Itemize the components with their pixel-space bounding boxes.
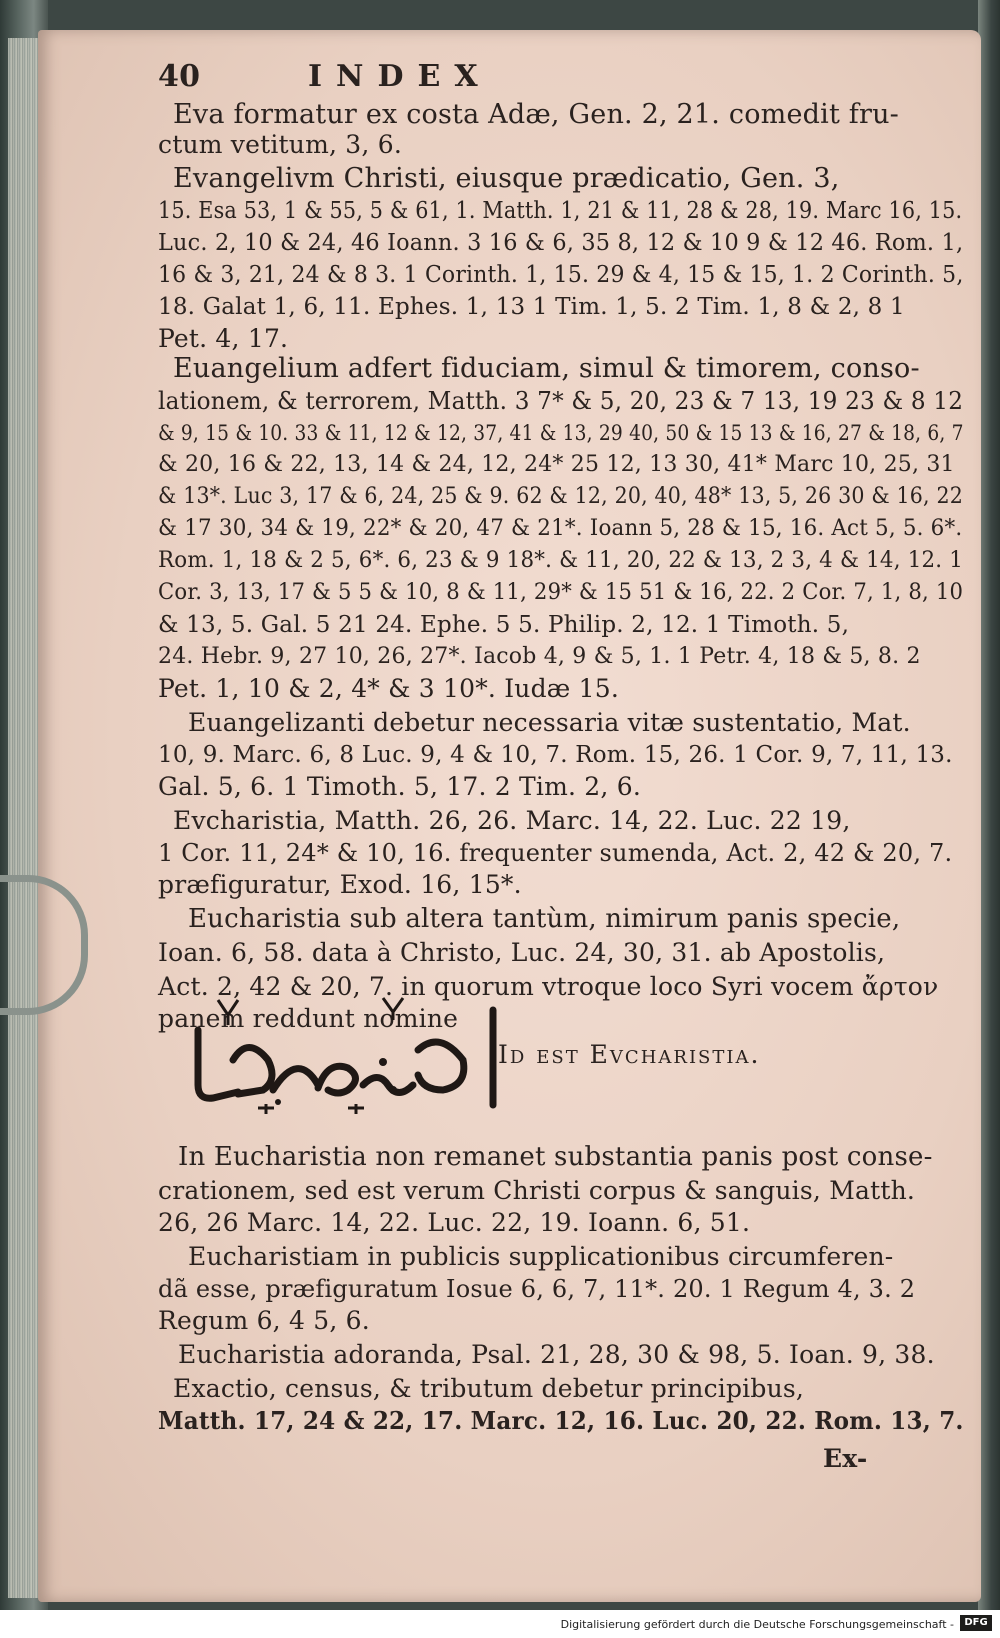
footer-bar bbox=[0, 1610, 1000, 1638]
index-entry-line: & 13*. Luc 3, 17 & 6, 24, 25 & 9. 62 & 12, 20, 40, 48* 13, 5, 26 30 & 16, 22 bbox=[158, 484, 964, 509]
index-entry-line: Gal. 5, 6. 1 Timoth. 5, 17. 2 Tim. 2, 6. bbox=[158, 772, 641, 801]
index-entry-line: & 13, 5. Gal. 5 21 24. Ephe. 5 5. Philip. 2, 12. 1 Timoth. 5, bbox=[158, 612, 850, 638]
index-entry-line: Pet. 1, 10 & 2, 4* & 3 10*. Iudæ 15. bbox=[158, 674, 619, 703]
syriac-caption: Id est Evcharistia. bbox=[498, 1040, 761, 1069]
index-entry-line: præfiguratur, Exod. 16, 15*. bbox=[158, 870, 522, 899]
page-number: 40 bbox=[158, 59, 201, 94]
page-edges bbox=[8, 38, 38, 1598]
index-entry-line: & 20, 16 & 22, 13, 14 & 24, 12, 24* 25 12, 13 30, 41* Marc 10, 25, 31 bbox=[158, 452, 955, 477]
index-entry-line: 18. Galat 1, 6, 11. Ephes. 1, 13 1 Tim. 1, 5. 2 Tim. 1, 8 & 2, 8 1 bbox=[158, 294, 905, 320]
index-entry-line: Exactio, census, & tributum debetur principibus, bbox=[173, 1374, 805, 1403]
index-entry-line: Cor. 3, 13, 17 & 5 5 & 10, 8 & 11, 29* & 15 51 & 16, 22. 2 Cor. 7, 1, 8, 10 bbox=[158, 580, 964, 605]
index-entry-line: ctum vetitum, 3, 6. bbox=[158, 130, 402, 159]
catchword: Ex- bbox=[823, 1444, 868, 1473]
running-head: INDEX bbox=[308, 59, 492, 94]
page-text bbox=[38, 30, 981, 1602]
index-entry-line: Matth. 17, 24 & 22, 17. Marc. 12, 16. Luc. 20, 22. Rom. 13, 7. bbox=[158, 1406, 964, 1435]
index-entry-line: Pet. 4, 17. bbox=[158, 324, 289, 353]
index-entry-line: 16 & 3, 21, 24 & 8 3. 1 Corinth. 1, 15. 29 & 4, 15 & 15, 1. 2 Corinth. 5, bbox=[158, 262, 964, 288]
index-entry-line: lationem, & terrorem, Matth. 3 7* & 5, 20, 23 & 7 13, 19 23 & 8 12 bbox=[158, 387, 964, 415]
index-entry-line: 1 Cor. 11, 24* & 10, 16. frequenter sumenda, Act. 2, 42 & 20, 7. bbox=[158, 839, 953, 867]
index-entry-line: crationem, sed est verum Christi corpus & sanguis, Matth. bbox=[158, 1176, 916, 1205]
index-entry-line: Eucharistia adoranda, Psal. 21, 28, 30 & 98, 5. Ioan. 9, 38. bbox=[178, 1340, 935, 1369]
index-entry-line: Ioan. 6, 58. data à Christo, Luc. 24, 30, 31. ab Apostolis, bbox=[158, 938, 886, 967]
index-entry-line: Luc. 2, 10 & 24, 46 Ioann. 3 16 & 6, 35 8, 12 & 10 9 & 12 46. Rom. 1, bbox=[158, 230, 964, 256]
index-entry-line: Evcharistia, Matth. 26, 26. Marc. 14, 22. Luc. 22 19, bbox=[173, 806, 851, 835]
funding-credit: Digitalisierung gefördert durch die Deutsche Forschungsgemeinschaft - bbox=[560, 1618, 954, 1631]
index-entry-line: & 17 30, 34 & 19, 22* & 20, 47 & 21*. Ioann 5, 28 & 15, 16. Act 5, 5. 6*. bbox=[158, 516, 963, 541]
index-entry-line: Act. 2, 42 & 20, 7. in quorum vtroque loco Syri vocem ἄρτον bbox=[158, 972, 939, 1001]
index-entry-line: In Eucharistia non remanet substantia panis post conse- bbox=[178, 1142, 933, 1172]
index-entry-line: panem reddunt nomine bbox=[158, 1004, 459, 1033]
index-entry-line: Eucharistiam in publicis supplicationibus circumferen- bbox=[188, 1242, 894, 1271]
dfg-logo: DFG bbox=[960, 1615, 992, 1631]
index-entry-line: 10, 9. Marc. 6, 8 Luc. 9, 4 & 10, 7. Rom. 15, 26. 1 Cor. 9, 7, 11, 13. bbox=[158, 742, 953, 768]
index-entry-line: & 9, 15 & 10. 33 & 11, 12 & 12, 37, 41 & 13, 29 40, 50 & 15 13 & 16, 27 & 18, 6, 7 bbox=[158, 421, 964, 445]
index-entry-line: dã esse, præfiguratum Iosue 6, 6, 7, 11*. 20. 1 Regum 4, 3. 2 bbox=[158, 1275, 916, 1303]
syriac-word-image bbox=[178, 990, 518, 1120]
index-entry-line: 26, 26 Marc. 14, 22. Luc. 22, 19. Ioann. 6, 51. bbox=[158, 1208, 751, 1237]
index-entry-line: Eucharistia sub altera tantùm, nimirum panis specie, bbox=[188, 904, 901, 934]
index-entry-line: Euangelizanti debetur necessaria vitæ sustentatio, Mat. bbox=[188, 708, 911, 737]
index-entry-line: Evangelivm Christi, eiusque prædicatio, Gen. 3, bbox=[173, 163, 840, 194]
index-entry-line: Regum 6, 4 5, 6. bbox=[158, 1306, 370, 1335]
index-entry-line: Rom. 1, 18 & 2 5, 6*. 6, 23 & 9 18*. & 11, 20, 22 & 13, 2 3, 4 & 14, 12. 1 bbox=[158, 548, 964, 573]
index-entry-line: Euangelium adfert fiduciam, simul & timorem, conso- bbox=[173, 353, 920, 384]
book-binding-right bbox=[978, 0, 1000, 1610]
index-entry-line: Eva formatur ex costa Adæ, Gen. 2, 21. comedit fru- bbox=[173, 99, 899, 130]
index-entry-line: 15. Esa 53, 1 & 55, 5 & 61, 1. Matth. 1, 21 & 11, 28 & 28, 19. Marc 16, 15. bbox=[158, 198, 963, 224]
index-entry-line: 24. Hebr. 9, 27 10, 26, 27*. Iacob 4, 9 & 5, 1. 1 Petr. 4, 18 & 5, 8. 2 bbox=[158, 644, 921, 669]
